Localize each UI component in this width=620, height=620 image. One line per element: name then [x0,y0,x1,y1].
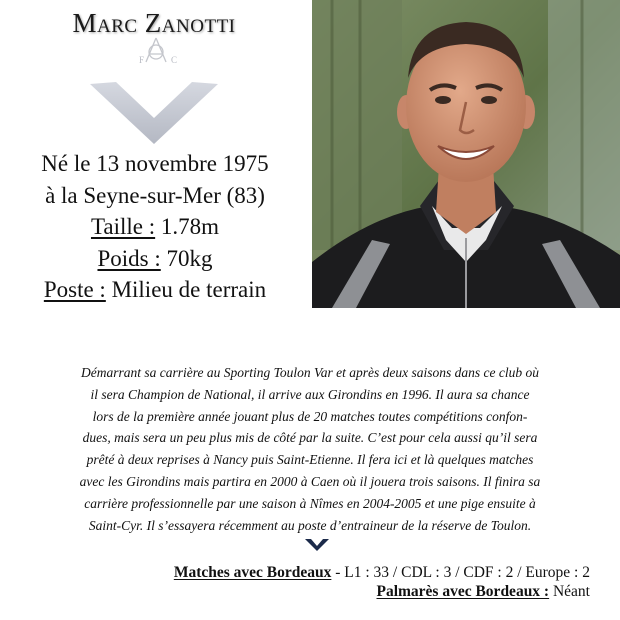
player-photo [312,0,620,308]
monogram-f: F [139,55,145,65]
career-line: Démarrant sa carrière au Sporting Toulon Var et après deux saisons dans ce club où [81,365,539,380]
monogram-letters [139,55,177,65]
palmares-row [376,583,590,601]
bio-info [0,148,310,306]
career-line: lors de la première année jouant plus de 20 matches toutes compétitions confon- [92,408,528,424]
career-description [24,362,596,536]
career-line: dues, mais sera un peu plus mis de côté par la suite. C’est pour cela aussi qu’il sera [82,430,538,446]
matches-value: - L1 : 33 / CDL : 3 / CDF : 2 / Europe : 2 [331,564,590,581]
club-monogram-logo [118,36,194,66]
height-label: Taille : [90,214,156,239]
career-line: avec les Girondins mais partira en 2000 à Caen où il jouera trois saisons. Il finira sa [79,473,541,489]
career-line: Saint-Cyr. Il s’essayera récemment au poste d’entraineur de la réserve de Toulon. [88,517,532,533]
weight-label: Poids : [97,245,161,271]
small-chevron-icon [304,538,330,552]
palmares-label: Palmarès avec Bordeaux : [376,583,550,600]
birth-place: à la Seyne-sur-Mer (83) [45,182,265,208]
birth-date: Né le 13 novembre 1975 [41,151,269,176]
weight-value: 70kg [160,245,213,271]
player-name: Marc Zanotti [72,8,236,38]
position-label: Poste : [43,277,106,302]
height-row [0,211,310,243]
career-line: prêté à deux reprises à Nancy puis Saint-Etienne. Il fera ici et là quelques matches [86,452,534,468]
position-row [0,274,310,306]
weight-row [0,243,310,275]
chevron-emblem-icon [88,78,220,146]
position-value: Milieu de terrain [105,277,267,302]
matches-row [174,564,590,582]
career-line: il sera Champion de National, il arrive aux Girondins en 1996. Il aura sa chance [90,386,530,402]
monogram-c: C [171,55,178,65]
palmares-value: Néant [549,583,590,600]
height-value: 1.78m [155,214,220,239]
career-line: carrière professionnelle par une saison à Nîmes en 2004-2005 et une pige ensuite à [84,495,536,511]
matches-label: Matches avec Bordeaux [173,564,332,581]
